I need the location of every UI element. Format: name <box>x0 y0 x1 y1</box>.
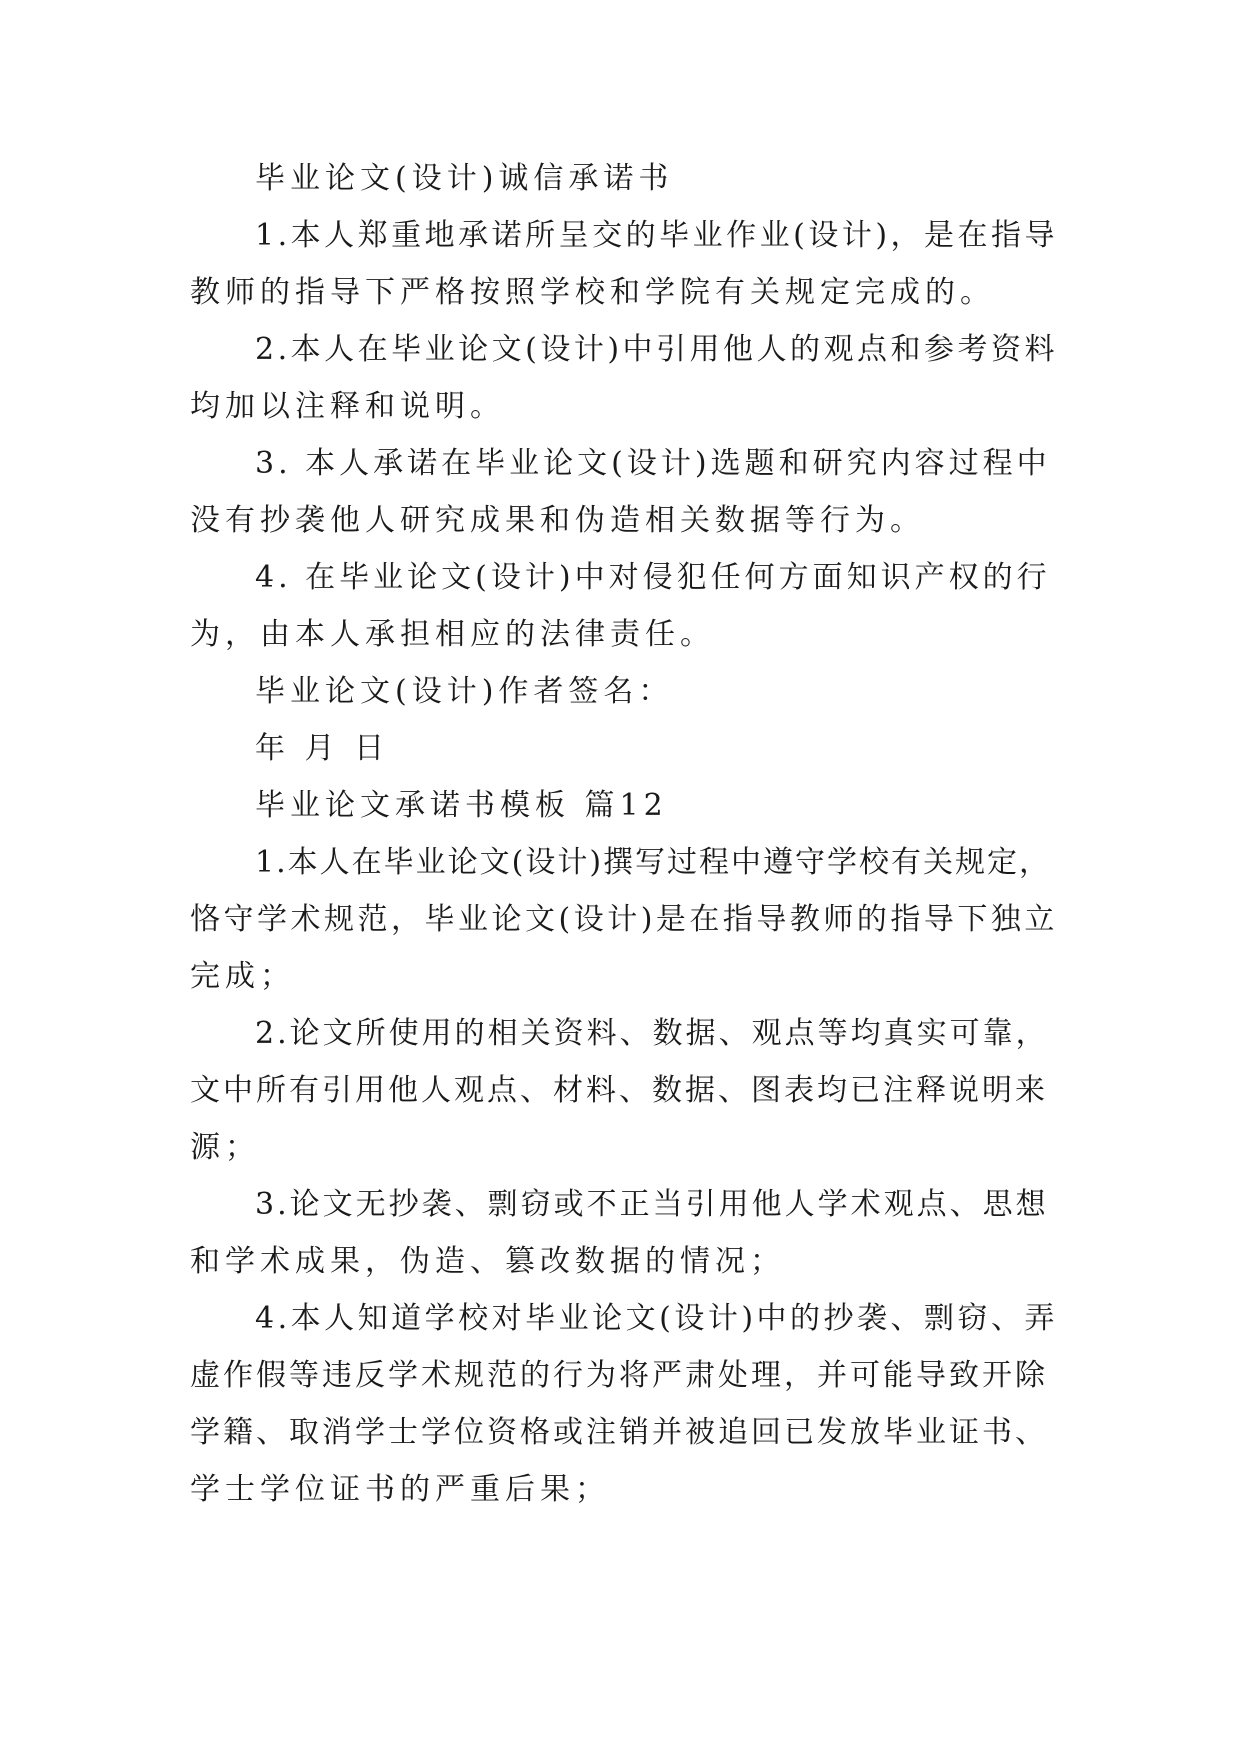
paragraph-line: 1.本人在毕业论文(设计)撰写过程中遵守学校有关规定， <box>255 845 1052 880</box>
paragraph-line: 文中所有引用他人观点、材料、数据、图表均已注释说明来 <box>190 1073 1048 1108</box>
paragraph-line: 完成； <box>190 959 295 994</box>
paragraph-line: 1.本人郑重地承诺所呈交的毕业作业(设计)，是在指导 <box>255 218 1059 253</box>
date-line: 年 月 日 <box>255 731 390 766</box>
paragraph-line: 学士学位证书的严重后果； <box>190 1472 610 1507</box>
paragraph-line: 和学术成果，伪造、篡改数据的情况； <box>190 1244 785 1279</box>
paragraph-line: 恪守学术规范，毕业论文(设计)是在指导教师的指导下独立 <box>190 902 1058 937</box>
paragraph-line: 为，由本人承担相应的法律责任。 <box>190 617 715 652</box>
paragraph-line: 2.论文所使用的相关资料、数据、观点等均真实可靠， <box>255 1016 1049 1051</box>
section-title-integrity-pledge: 毕业论文(设计)诚信承诺书 <box>255 161 674 196</box>
paragraph-line: 学籍、取消学士学位资格或注销并被追回已发放毕业证书、 <box>190 1415 1048 1450</box>
paragraph-line: 没有抄袭他人研究成果和伪造相关数据等行为。 <box>190 503 925 538</box>
paragraph-line: 4. 在毕业论文(设计)中对侵犯任何方面知识产权的行 <box>255 560 1051 595</box>
paragraph-line: 3. 本人承诺在毕业论文(设计)选题和研究内容过程中 <box>255 446 1051 481</box>
paragraph-line: 虚作假等违反学术规范的行为将严肃处理，并可能导致开除 <box>190 1358 1048 1393</box>
paragraph-line: 4.本人知道学校对毕业论文(设计)中的抄袭、剽窃、弄 <box>255 1301 1059 1336</box>
section-title-template-12: 毕业论文承诺书模板 篇12 <box>255 788 668 823</box>
paragraph-line: 均加以注释和说明。 <box>190 389 505 424</box>
signature-label: 毕业论文(设计)作者签名： <box>255 674 674 709</box>
document-page <box>190 150 1060 1518</box>
paragraph-line: 教师的指导下严格按照学校和学院有关规定完成的。 <box>190 275 995 310</box>
paragraph-line: 源； <box>190 1130 260 1165</box>
paragraph-line: 3.论文无抄袭、剽窃或不正当引用他人学术观点、思想 <box>255 1187 1049 1222</box>
paragraph-line: 2.本人在毕业论文(设计)中引用他人的观点和参考资料 <box>255 332 1059 367</box>
